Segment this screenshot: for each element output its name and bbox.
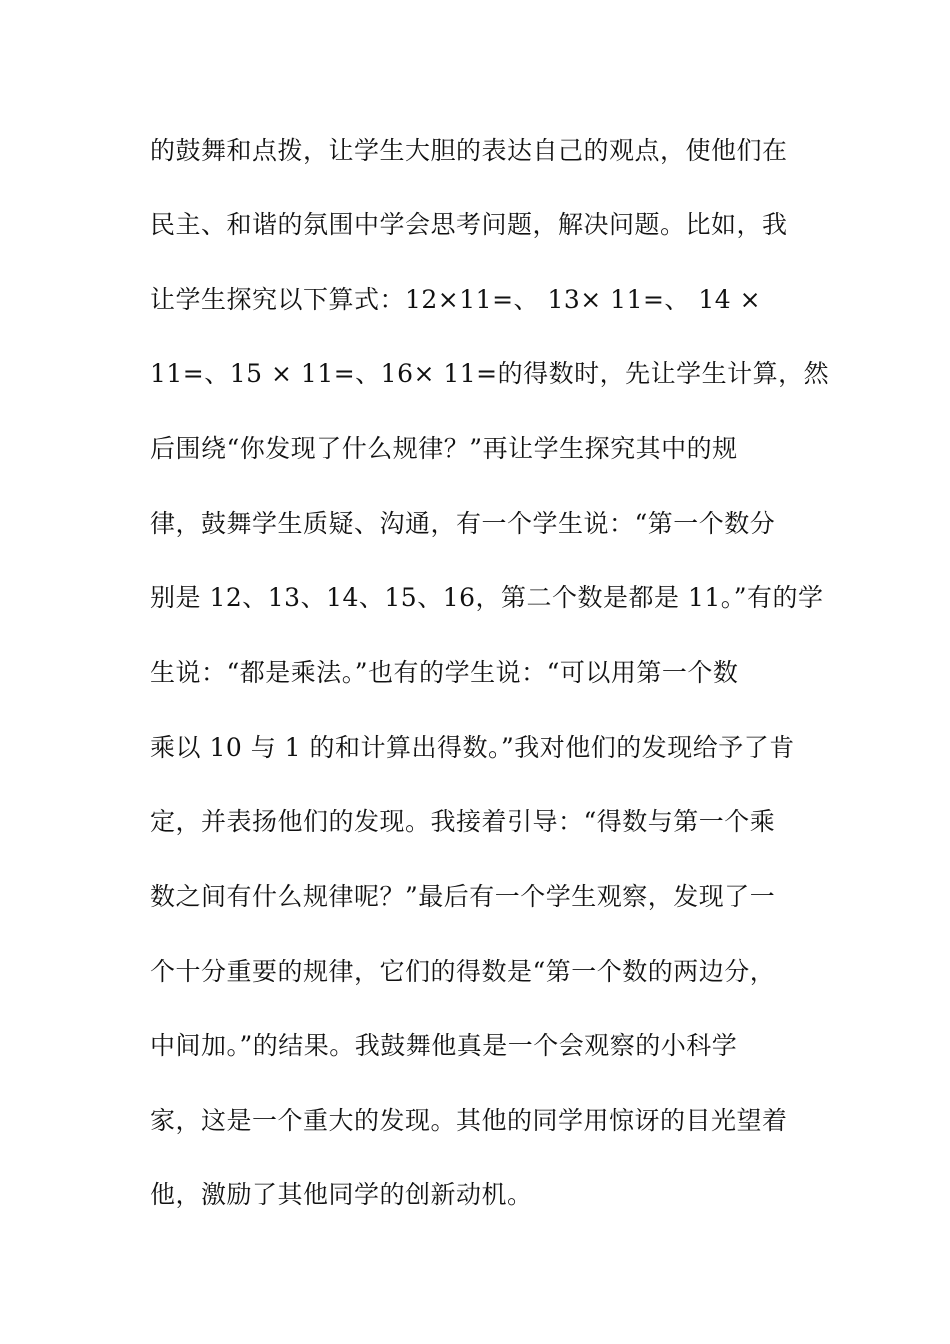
paragraph-line: 他，激励了其他同学的创新动机。 bbox=[150, 1180, 533, 1209]
paragraph-line: 家，这是一个重大的发现。其他的同学用惊讶的目光望着 bbox=[150, 1106, 788, 1135]
paragraph-line: 让学生探究以下算式：12×11=、 13× 11=、 14 × bbox=[150, 285, 762, 314]
paragraph-line: 律，鼓舞学生质疑、沟通，有一个学生说：“第一个数分 bbox=[150, 509, 776, 538]
paragraph-line: 后围绕“你发现了什么规律？”再让学生探究其中的规 bbox=[150, 434, 738, 463]
paragraph-line: 民主、和谐的氛围中学会思考问题，解决问题。比如，我 bbox=[150, 210, 788, 239]
paragraph-line: 定，并表扬他们的发现。我接着引导：“得数与第一个乘 bbox=[150, 807, 776, 836]
paragraph-line: 11=、15 × 11=、16× 11=的得数时，先让学生计算，然 bbox=[150, 359, 830, 388]
paragraph-line: 的鼓舞和点拨，让学生大胆的表达自己的观点，使他们在 bbox=[150, 136, 788, 165]
paragraph-line: 数之间有什么规律呢？”最后有一个学生观察，发现了一 bbox=[150, 882, 776, 911]
paragraph-line: 中间加。”的结果。我鼓舞他真是一个会观察的小科学 bbox=[150, 1031, 738, 1060]
paragraph-line: 个十分重要的规律，它们的得数是“第一个数的两边分， bbox=[150, 957, 776, 986]
paragraph-line: 别是 12、13、14、15、16，第二个数是都是 11。”有的学 bbox=[150, 583, 824, 612]
paragraph-line: 乘以 10 与 1 的和计算出得数。”我对他们的发现给予了肯 bbox=[150, 733, 795, 762]
paragraph-line: 生说：“都是乘法。”也有的学生说：“可以用第一个数 bbox=[150, 658, 739, 687]
